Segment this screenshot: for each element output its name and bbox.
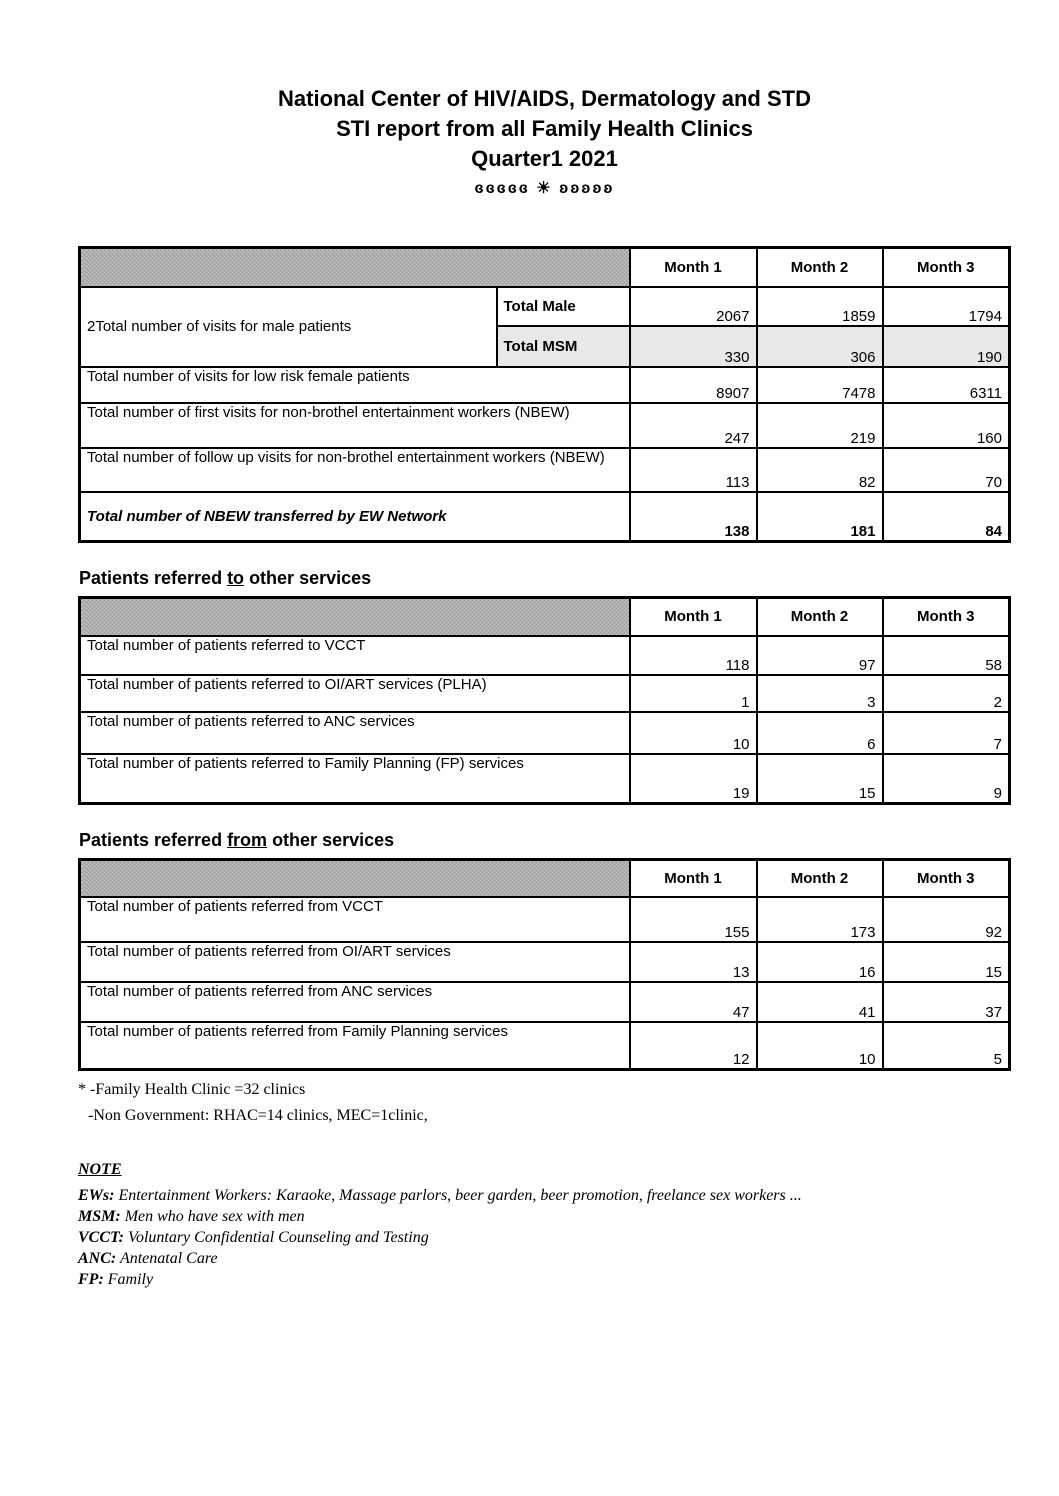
- referred-to-oiart-row: [80, 675, 1010, 712]
- row-label-cell: Total number of patients referred to OI/ART services (PLHA): [80, 675, 630, 712]
- note-text: Men who have sex with men: [120, 1208, 305, 1225]
- referred-to-table: [78, 596, 1011, 805]
- male-visits-label-cell: 2Total number of visits for male patients: [80, 287, 497, 367]
- referred-from-vcct-row: [80, 897, 1010, 942]
- nbew-transferred-m2-value: 181: [757, 492, 883, 542]
- female-visits-row: [80, 367, 1010, 403]
- female-visits-label-cell: Total number of visits for low risk female patients: [80, 367, 630, 403]
- value-m1: 1: [630, 675, 757, 712]
- total-male-m1-value: 2067: [630, 287, 757, 326]
- header-spacer-cell: [80, 248, 630, 287]
- nbew-followup-m1-value: 113: [630, 448, 757, 492]
- header-spacer-cell: [80, 598, 630, 636]
- referred-to-vcct-row: [80, 636, 1010, 675]
- row-label-cell: Total number of patients referred from ANC services: [80, 982, 630, 1022]
- value-m1: 13: [630, 942, 757, 982]
- referred-from-fp-row: [80, 1022, 1010, 1070]
- footnotes: [78, 1077, 1011, 1129]
- month-3-header: Month 3: [883, 860, 1010, 897]
- note-item-anc: [78, 1248, 1011, 1269]
- heading-prefix: Patients referred: [79, 568, 228, 588]
- referred-to-header-row: [80, 598, 1010, 636]
- month-3-header: Month 3: [883, 598, 1010, 636]
- report-content: [78, 0, 1011, 1290]
- value-m3: 9: [883, 754, 1010, 804]
- female-visits-m1-value: 8907: [630, 367, 757, 403]
- value-m2: 16: [757, 942, 883, 982]
- nbew-followup-m3-value: 70: [883, 448, 1010, 492]
- value-m2: 41: [757, 982, 883, 1022]
- nbew-first-m1-value: 247: [630, 403, 757, 448]
- value-m2: 3: [757, 675, 883, 712]
- note-item-vcct: [78, 1227, 1011, 1248]
- month-1-header: Month 1: [630, 248, 757, 287]
- value-m3: 15: [883, 942, 1010, 982]
- total-msm-m1-value: 330: [630, 326, 757, 367]
- visits-table: [78, 246, 1011, 543]
- row-label-cell: Total number of patients referred from Family Planning services: [80, 1022, 630, 1070]
- total-male-label-cell: Total Male: [497, 287, 630, 326]
- total-msm-m2-value: 306: [757, 326, 883, 367]
- footnote-line-2: -Non Government: RHAC=14 clinics, MEC=1clinic,: [88, 1107, 428, 1124]
- value-m2: 15: [757, 754, 883, 804]
- row-label-cell: Total number of patients referred from VCCT: [80, 897, 630, 942]
- nbew-followup-m2-value: 82: [757, 448, 883, 492]
- referred-to-anc-row: [80, 712, 1010, 754]
- value-m1: 47: [630, 982, 757, 1022]
- month-2-header: Month 2: [757, 248, 883, 287]
- note-item-ews: [78, 1185, 1011, 1206]
- value-m1: 10: [630, 712, 757, 754]
- section-heading-referred-from: [79, 830, 1011, 851]
- total-male-m3-value: 1794: [883, 287, 1010, 326]
- value-m3: 2: [883, 675, 1010, 712]
- heading-prefix: Patients referred: [79, 830, 228, 850]
- row-label-cell: Total number of patients referred to VCCT: [80, 636, 630, 675]
- nbew-first-m2-value: 219: [757, 403, 883, 448]
- value-m2: 10: [757, 1022, 883, 1070]
- nbew-transferred-row: [80, 492, 1010, 542]
- total-msm-label-cell: Total MSM: [497, 326, 630, 367]
- note-term: EWs:: [78, 1187, 115, 1204]
- note-term: MSM:: [78, 1208, 121, 1225]
- month-2-header: Month 2: [757, 860, 883, 897]
- total-msm-m3-value: 190: [883, 326, 1010, 367]
- visits-table-header-row: [80, 248, 1010, 287]
- female-visits-m3-value: 6311: [883, 367, 1010, 403]
- value-m3: 7: [883, 712, 1010, 754]
- footnote-line-1: * -Family Health Clinic =32 clinics: [78, 1081, 306, 1098]
- report-title: [78, 0, 1011, 174]
- note-text: Voluntary Confidential Counseling and Testing: [123, 1229, 429, 1246]
- value-m2: 97: [757, 636, 883, 675]
- nbew-first-visits-row: [80, 403, 1010, 448]
- row-label-cell: Total number of patients referred from OI/ART services: [80, 942, 630, 982]
- value-m1: 19: [630, 754, 757, 804]
- nbew-first-visits-label-cell: Total number of first visits for non-brothel entertainment workers (NBEW): [80, 403, 630, 448]
- nbew-transferred-m3-value: 84: [883, 492, 1010, 542]
- referred-from-table: [78, 858, 1011, 1071]
- nbew-transferred-m1-value: 138: [630, 492, 757, 542]
- note-text: Antenatal Care: [116, 1250, 218, 1267]
- note-term: VCCT:: [78, 1229, 124, 1246]
- referred-to-fp-row: [80, 754, 1010, 804]
- section-heading-referred-to: [79, 568, 1011, 589]
- heading-underlined-word: to: [227, 568, 245, 588]
- nbew-first-m3-value: 160: [883, 403, 1010, 448]
- month-3-header: Month 3: [883, 248, 1010, 287]
- referred-from-header-row: [80, 860, 1010, 897]
- note-section: [78, 1161, 1011, 1290]
- month-1-header: Month 1: [630, 598, 757, 636]
- decorative-ornament: ɞɞɞɞɞ ☀ ʚʚʚʚʚ: [474, 180, 615, 197]
- month-2-header: Month 2: [757, 598, 883, 636]
- note-heading: NOTE: [78, 1161, 122, 1178]
- value-m3: 92: [883, 897, 1010, 942]
- month-1-header: Month 1: [630, 860, 757, 897]
- value-m2: 173: [757, 897, 883, 942]
- value-m2: 6: [757, 712, 883, 754]
- heading-underlined-word: from: [227, 830, 268, 850]
- total-male-row: [80, 287, 1010, 326]
- note-item-fp: [78, 1269, 1011, 1290]
- value-m1: 12: [630, 1022, 757, 1070]
- title-line-2: STI report from all Family Health Clinics: [336, 116, 753, 141]
- heading-suffix: other services: [267, 830, 395, 850]
- note-term: ANC:: [78, 1250, 117, 1267]
- value-m3: 5: [883, 1022, 1010, 1070]
- value-m1: 155: [630, 897, 757, 942]
- nbew-transferred-label-cell: Total number of NBEW transferred by EW Network: [80, 492, 630, 542]
- heading-suffix: other services: [244, 568, 372, 588]
- title-line-1: National Center of HIV/AIDS, Dermatology and STD: [278, 86, 811, 111]
- value-m3: 58: [883, 636, 1010, 675]
- row-label-cell: Total number of patients referred to ANC services: [80, 712, 630, 754]
- note-term: FP:: [78, 1271, 104, 1288]
- nbew-followup-visits-row: [80, 448, 1010, 492]
- title-line-3: Quarter1 2021: [471, 146, 618, 171]
- row-label-cell: Total number of patients referred to Family Planning (FP) services: [80, 754, 630, 804]
- note-text: Family: [103, 1271, 154, 1288]
- note-item-msm: [78, 1206, 1011, 1227]
- value-m1: 118: [630, 636, 757, 675]
- referred-from-oiart-row: [80, 942, 1010, 982]
- total-male-m2-value: 1859: [757, 287, 883, 326]
- header-spacer-cell: [80, 860, 630, 897]
- referred-from-anc-row: [80, 982, 1010, 1022]
- female-visits-m2-value: 7478: [757, 367, 883, 403]
- nbew-followup-label-cell: Total number of follow up visits for non-brothel entertainment workers (NBEW): [80, 448, 630, 492]
- value-m3: 37: [883, 982, 1010, 1022]
- note-text: Entertainment Workers: Karaoke, Massage parlors, beer garden, beer promotion, freelance sex workers ...: [114, 1187, 802, 1204]
